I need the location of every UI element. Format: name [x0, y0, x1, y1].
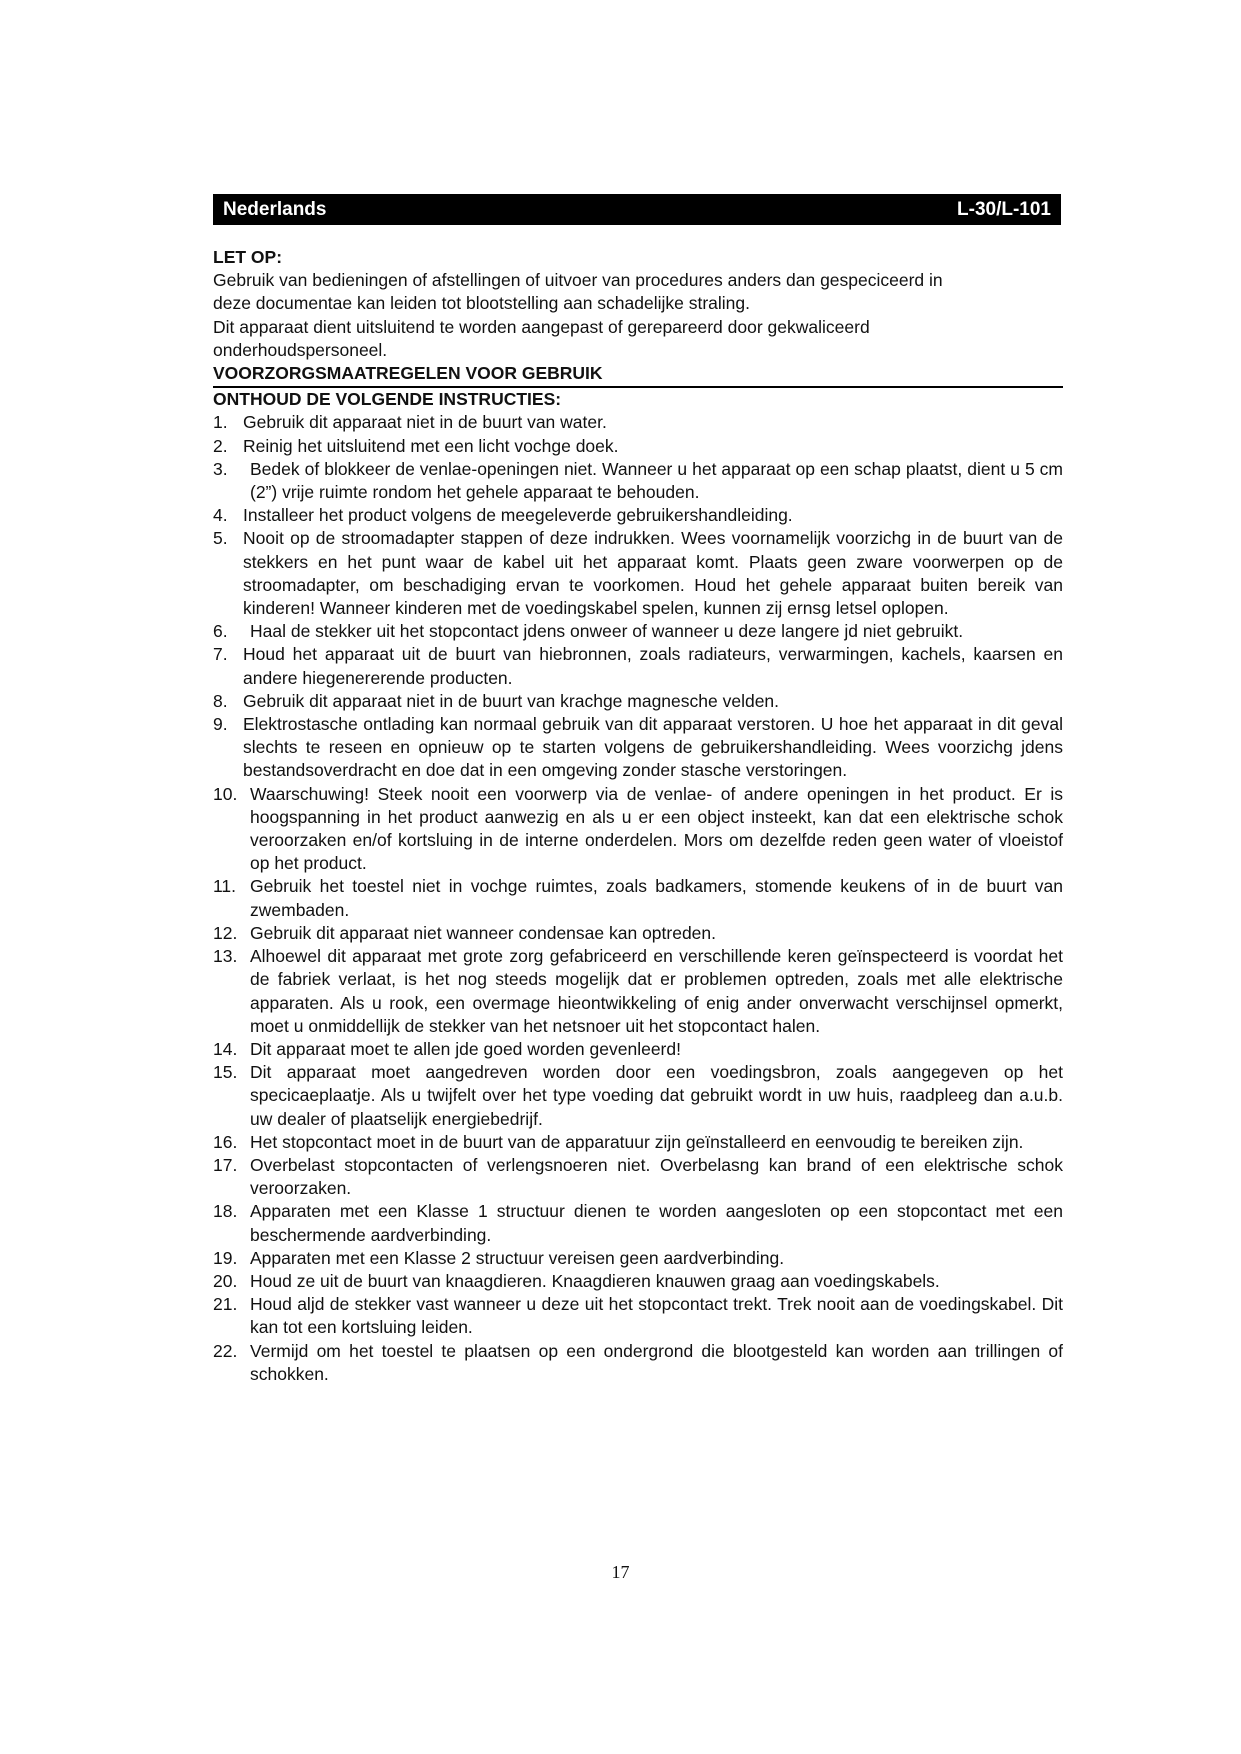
- section-header-bar: [213, 194, 1061, 225]
- list-item: [213, 1293, 1063, 1339]
- item-number: 13.: [213, 946, 238, 967]
- item-text: Alhoewel dit apparaat met grote zorg gefabriceerd en verschillende keren geïnspecteerd is voordat het de fabriek verlaat, is het nog steeds mogelijk dat er problemen optreden, zoals met alle elektrische apparaten. Als u rook, een overmage hieontwikkeling of enig ander onverwacht verschijnsel opmerkt, moet u onmiddellijk de stekker van het netsnoer uit het stopcontact halen.: [250, 946, 1063, 1036]
- list-item: [213, 620, 1063, 643]
- item-text: Gebruik dit apparaat niet in de buurt van krachge magnesche velden.: [243, 690, 780, 711]
- item-text: Gebruik dit apparaat niet wanneer condensae kan optreden.: [250, 922, 717, 943]
- list-item: [213, 458, 1063, 504]
- item-number: 15.: [213, 1062, 238, 1083]
- item-number: 3.: [213, 458, 228, 479]
- item-number: 17.: [213, 1154, 238, 1175]
- list-item: [213, 922, 1063, 945]
- list-item: [213, 1038, 1063, 1061]
- list-item: [213, 945, 1063, 1038]
- item-text: Elektrostasche ontlading kan normaal gebruik van dit apparaat verstoren. U hoe het apparaat in dit geval slechts te reseen en opnieuw op te starten volgens de gebruikershandleiding. Wees voorzichg jdens bestandsoverdracht en doe dat in een omgeving zonder stasche verstoringen.: [243, 714, 1063, 781]
- caution-line: Dit apparaat dient uitsluitend te worden aangepast of gerepareerd door gekwaliceerd: [213, 316, 870, 337]
- item-number: 21.: [213, 1294, 238, 1315]
- caution-line: deze documentae kan leiden tot blootstelling aan schadelijke straling.: [213, 293, 751, 314]
- list-item: [213, 783, 1063, 876]
- list-item: [213, 1270, 1063, 1293]
- item-text: Nooit op de stroomadapter stappen of deze indrukken. Wees voornamelijk voorzichg in de buurt van de stekkers en het punt waar de kabel uit het apparaat komt. Plaats geen zware voorwerpen op de stroomadapter, om beschadiging ervan te voorkomen. Houd het gehele apparaat buiten bereik van kinderen! Wanneer kinderen met de voedingskabel spelen, kunnen zij ernsg letsel oplopen.: [243, 528, 1063, 619]
- list-item: [213, 713, 1063, 783]
- list-item: [213, 504, 1063, 527]
- item-number: 16.: [213, 1131, 238, 1152]
- item-number: 9.: [213, 714, 228, 735]
- page-number: 17: [611, 1562, 630, 1582]
- item-number: 1.: [213, 412, 228, 433]
- list-item: [213, 690, 1063, 713]
- instructions-list: [213, 411, 1063, 1386]
- item-text: Bedek of blokkeer de venlae-openingen niet. Wanneer u het apparaat op een schap plaatst, dient u 5 cm (2”) vrije ruimte rondom het gehele apparaat te behouden.: [250, 458, 1063, 503]
- item-text: Vermijd om het toestel te plaatsen op een ondergrond die blootgesteld kan worden aan trillingen of schokken.: [250, 1340, 1063, 1384]
- item-text: Dit apparaat moet aangedreven worden door een voedingsbron, zoals aangegeven op het specicaeplaatje. Als u twijfelt over het type voeding dat gebruikt wordt in uw huis, raadpleeg dan a.u.b. uw dealer of plaatselijk energiebedrijf.: [250, 1062, 1063, 1129]
- page-content: [213, 246, 1063, 1386]
- item-text: Gebruik dit apparaat niet in de buurt van water.: [243, 412, 607, 433]
- item-text: Reinig het uitsluitend met een licht vochge doek.: [243, 435, 619, 456]
- item-number: 6.: [213, 621, 228, 642]
- item-text: Installeer het product volgens de meegeleverde gebruikershandleiding.: [243, 505, 793, 526]
- item-number: 8.: [213, 690, 228, 711]
- caution-line: Gebruik van bedieningen of afstellingen of uitvoer van procedures anders dan gespeciceerd in: [213, 270, 943, 291]
- item-text: Apparaten met een Klasse 2 structuur vereisen geen aardverbinding.: [250, 1247, 785, 1268]
- list-item: [213, 1154, 1063, 1200]
- section-title: VOORZORGSMAATREGELEN VOOR GEBRUIK: [213, 362, 1063, 388]
- item-number: 10.: [213, 783, 238, 804]
- list-item: [213, 1061, 1063, 1131]
- item-text: Apparaten met een Klasse 1 structuur dienen te worden aangesloten op een stopcontact met een beschermende aardverbinding.: [250, 1201, 1063, 1245]
- list-item: [213, 1131, 1063, 1154]
- item-text: Waarschuwing! Steek nooit een voorwerp via de venlae- of andere openingen in het product. Er is hoogspanning in het product aanwezig en als u er een object insteekt, kan dat een elektrische schok veroorzaken en/of kortsluing in de interne onderdelen. Mors om dezelfde reden geen water of vloeistof op het product.: [250, 783, 1063, 874]
- item-text: Gebruik het toestel niet in vochge ruimtes, zoals badkamers, stomende keukens of in de buurt van zwembaden.: [250, 876, 1063, 920]
- list-item: [213, 875, 1063, 921]
- instructions-heading: ONTHOUD DE VOLGENDE INSTRUCTIES:: [213, 389, 562, 410]
- item-text: Het stopcontact moet in de buurt van de apparatuur zijn geïnstalleerd en eenvoudig te bereiken zijn.: [250, 1131, 1024, 1152]
- item-number: 22.: [213, 1340, 238, 1361]
- item-number: 20.: [213, 1270, 238, 1291]
- item-number: 4.: [213, 505, 228, 526]
- list-item: [213, 435, 1063, 458]
- item-number: 5.: [213, 528, 228, 549]
- list-item: [213, 643, 1063, 689]
- item-number: 12.: [213, 922, 238, 943]
- item-number: 7.: [213, 644, 228, 665]
- item-number: 19.: [213, 1247, 238, 1268]
- model-label: L-30/L-101: [957, 198, 1051, 220]
- list-item: [213, 1200, 1063, 1246]
- item-text: Overbelast stopcontacten of verlengsnoeren niet. Overbelasng kan brand of een elektrische schok veroorzaken.: [250, 1154, 1063, 1199]
- item-number: 11.: [213, 876, 237, 897]
- item-text: Houd het apparaat uit de buurt van hiebronnen, zoals radiateurs, verwarmingen, kachels, kaarsen en andere hiegenererende producten.: [243, 644, 1063, 688]
- language-label: Nederlands: [223, 198, 327, 220]
- list-item: [213, 411, 1063, 434]
- caution-line: onderhoudspersoneel.: [213, 339, 388, 360]
- item-text: Haal de stekker uit het stopcontact jdens onweer of wanneer u deze langere jd niet gebruikt.: [250, 621, 964, 642]
- item-number: 2.: [213, 435, 228, 456]
- item-number: 14.: [213, 1038, 238, 1059]
- list-item: [213, 527, 1063, 620]
- item-text: Houd ze uit de buurt van knaagdieren. Knaagdieren knauwen graag aan voedingskabels.: [250, 1270, 940, 1291]
- list-item: [213, 1247, 1063, 1270]
- list-item: [213, 1340, 1063, 1386]
- item-text: Houd aljd de stekker vast wanneer u deze uit het stopcontact trekt. Trek nooit aan de voedingskabel. Dit kan tot een kortsluing leiden.: [250, 1294, 1063, 1338]
- caution-heading: LET OP:: [213, 247, 283, 267]
- item-number: 18.: [213, 1201, 238, 1222]
- item-text: Dit apparaat moet te allen jde goed worden gevenleerd!: [250, 1038, 681, 1059]
